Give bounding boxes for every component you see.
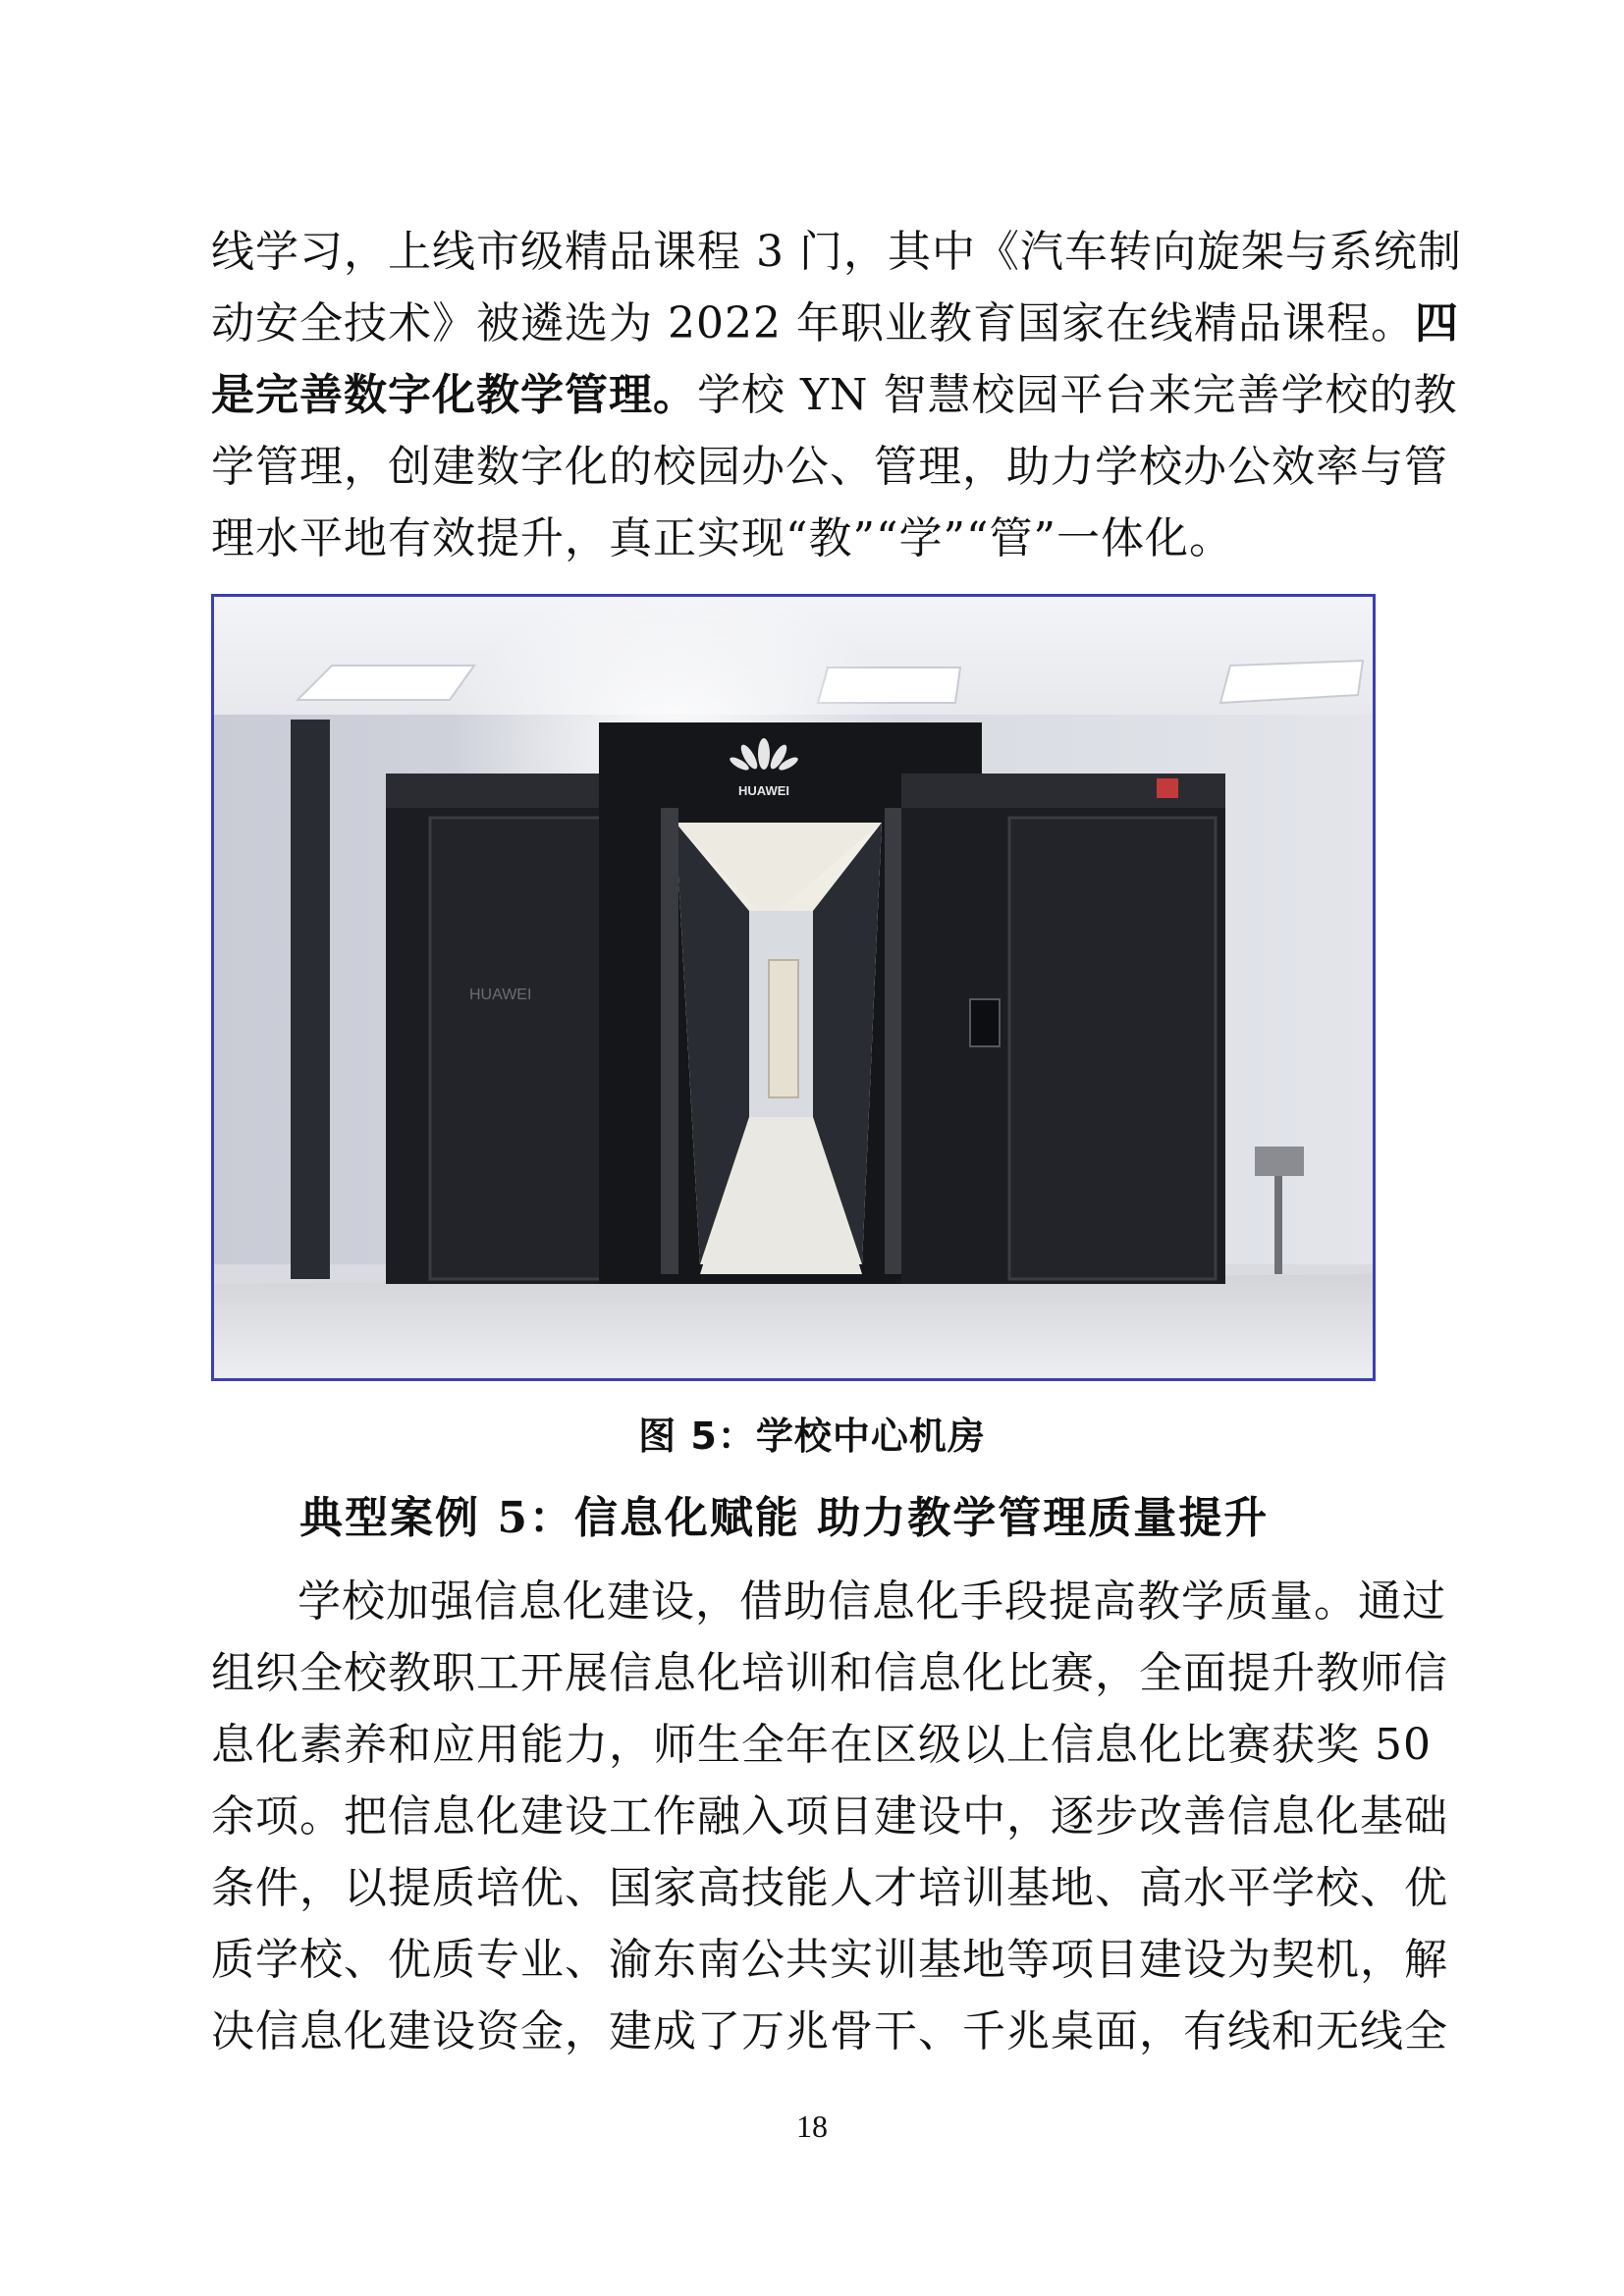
text-line: 余项。把信息化建设工作融入项目建设中，逐步改善信息化基础 xyxy=(211,1791,1448,1842)
floor xyxy=(214,1274,1373,1378)
server-room-photo xyxy=(211,594,1376,1381)
text-line: 质学校、优质专业、渝东南公共实训基地等项目建设为契机，解 xyxy=(211,1935,1448,1985)
text-line: 学管理，创建数字化的校园办公、管理，助力学校办公效率与管 xyxy=(211,442,1448,492)
bold-heading-start: 四 xyxy=(1414,298,1459,348)
paragraph-informatization xyxy=(211,1566,1448,2067)
text-segment: 动安全技术》被遴选为 2022 年职业教育国家在线精品课程。 xyxy=(211,298,1415,348)
text-line: 理水平地有效提升，真正实现“教”“学”“管”一体化。 xyxy=(211,513,1233,563)
figure-caption: 图 5：学校中心机房 xyxy=(638,1415,986,1458)
alarm-light xyxy=(1157,778,1178,798)
wall-pillar xyxy=(291,720,330,1279)
text-segment: 学校 YN 智慧校园平台来完善学校的教 xyxy=(697,370,1458,420)
cabinet-left-door xyxy=(430,818,626,1279)
cabinet-brand-label: HUAWEI xyxy=(469,987,532,1003)
text-line: 息化素养和应用能力，师生全年在区级以上信息化比赛获奖 50 xyxy=(211,1720,1432,1770)
server-room-illustration xyxy=(214,597,1373,1378)
bold-heading-end: 是完善数字化教学管理。 xyxy=(211,370,697,420)
card-reader xyxy=(970,999,1000,1046)
text-line xyxy=(211,359,1458,431)
case-heading: 典型案例 5：信息化赋能 助力教学管理质量提升 xyxy=(299,1493,1270,1543)
text-line: 学校加强信息化建设，借助信息化手段提高教学质量。通过 xyxy=(298,1576,1446,1627)
ceiling-light xyxy=(1220,661,1363,703)
cabinet-right-door xyxy=(1009,818,1216,1279)
text-line: 决信息化建设资金，建成了万兆骨干、千兆桌面，有线和无线全 xyxy=(211,2006,1448,2056)
side-table xyxy=(1255,1147,1304,1176)
text-line xyxy=(211,288,1459,359)
text-line: 条件，以提质培优、国家高技能人才培训基地、高水平学校、优 xyxy=(211,1863,1448,1913)
paragraph-digital-management xyxy=(211,216,1462,574)
brand-label: HUAWEI xyxy=(738,783,789,798)
text-line: 组织全校教职工开展信息化培训和信息化比赛，全面提升教师信 xyxy=(211,1648,1448,1698)
page-number: 18 xyxy=(796,2109,828,2144)
text-line: 线学习，上线市级精品课程 3 门，其中《汽车转向旋架与系统制 xyxy=(211,227,1462,277)
